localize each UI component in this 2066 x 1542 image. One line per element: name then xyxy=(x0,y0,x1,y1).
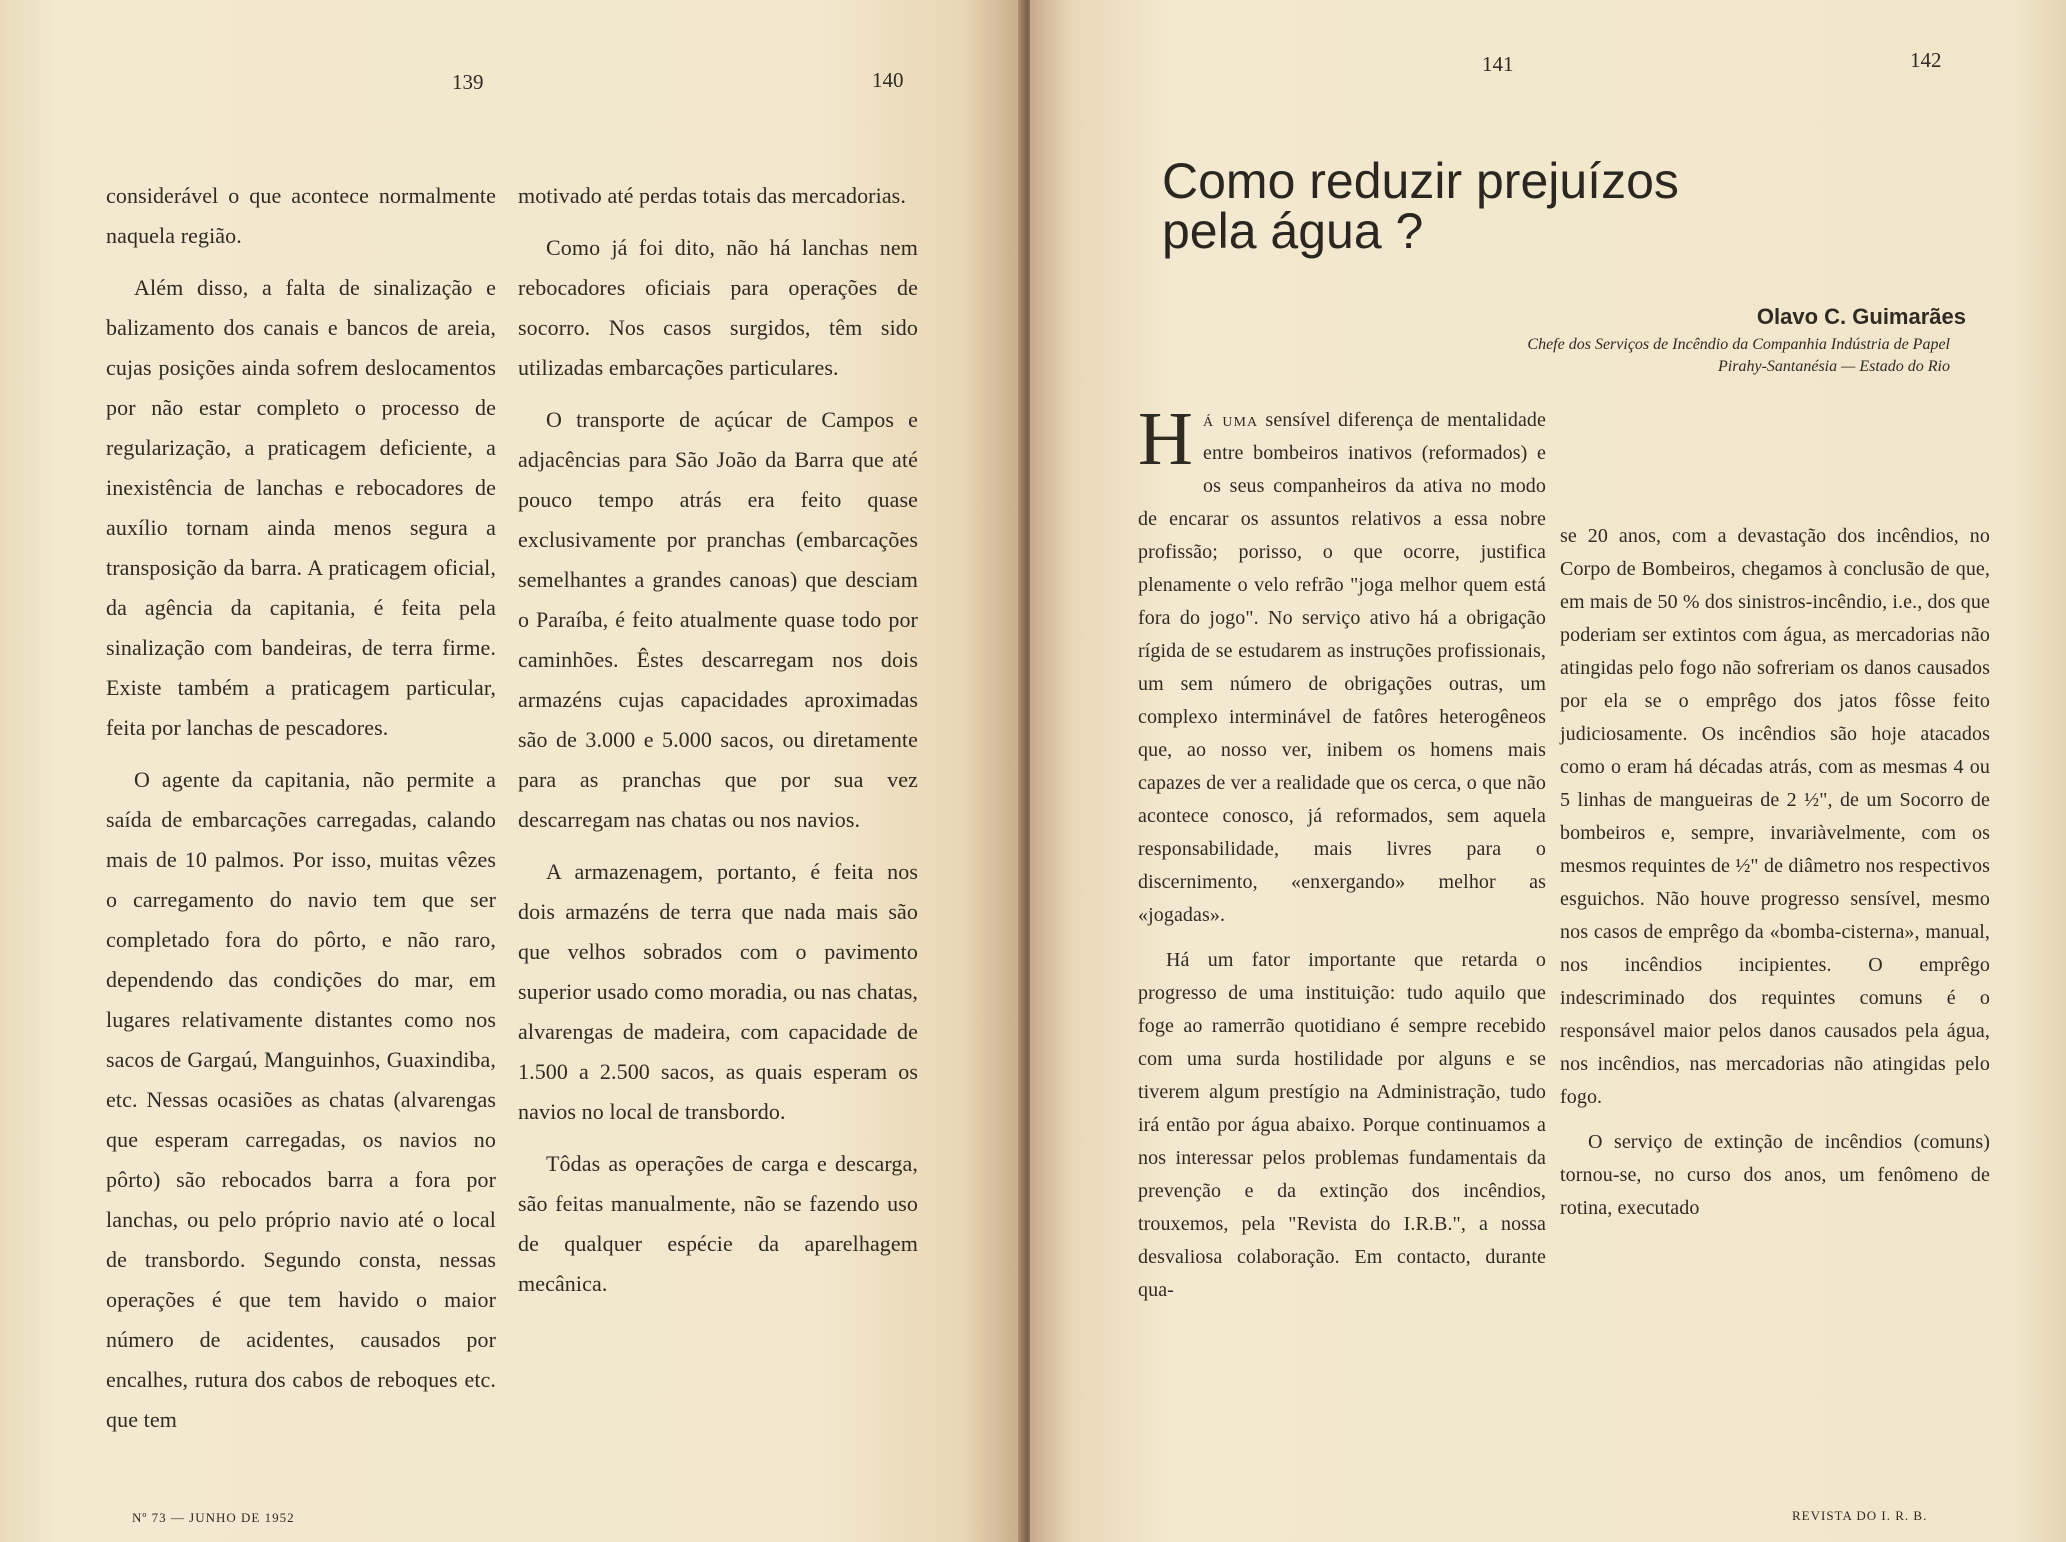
right-column-2 xyxy=(1560,520,1990,1225)
paragraph: O agente da capitania, não permite a saída de embarcações carregadas, calando mais de 10 palmos. Por isso, muitas vêzes o carregamento do navio tem que ser completado fora do pôrto, e não raro, dependendo das condições do mar, em lugares relativamente distantes como nos sacos de Gargaú, Manguinhos, Guaxindiba, etc. Nessas ocasiões as chatas (alvarengas que esperam carregadas, os navios no pôrto) são rebocados barra a fora por lanchas, ou pelo próprio navio até o local de transbordo. Segundo consta, nessas operações é que tem havido o maior número de acidentes, causados por encalhes, rutura dos cabos de reboques etc. que tem xyxy=(106,767,496,1432)
title-line-1: Como reduzir prejuízos xyxy=(1162,153,1679,209)
paragraph: Tôdas as operações de carga e descarga, são feitas manualmente, não se fazendo uso de qualquer espécie da aparelhagem mecânica. xyxy=(518,1151,918,1296)
article-title xyxy=(1162,153,1782,259)
author-affiliation: Chefe dos Serviços de Incêndio da Companhia Indústria de Papel Pirahy-Santanésia — Estado do Rio xyxy=(1527,336,1950,375)
paragraph: O serviço de extinção de incêndios (comuns) tornou-se, no curso dos anos, um fenômeno de rotina, executado xyxy=(1560,1131,1990,1219)
paragraph: Há um fator importante que retarda o progresso de uma instituição: tudo aquilo que foge ao ramerrão quotidiano é sempre recebido com uma surda hostilidade por alguns e se tiverem algum prestígio na Administração, tudo irá então por água abaixo. Porque continuamos a nos interessar pelos problemas fundamentais da prevenção e da extinção dos incêndios, trouxemos, pela "Revista do I.R.B.", a nossa desvaliosa colaboração. Em contacto, durante qua- xyxy=(1138,949,1546,1301)
paragraph: Como já foi dito, não há lanchas nem rebocadores oficiais para operações de socorro. Nos casos surgidos, têm sido utilizadas embarcações particulares. xyxy=(518,235,918,380)
paragraph: se 20 anos, com a devastação dos incêndios, no Corpo de Bombeiros, chegamos à conclusão de que, em mais de 50 % dos sinistros-incêndio, i.e., dos que poderiam ser extintos com água, as mercadorias não atingidas pelo fogo não sofreriam os danos causados por ela se o emprêgo dos jatos fôsse feito judiciosamente. Os incêndios são hoje atacados como o eram há décadas atrás, com as mesmas 4 ou 5 linhas de mangueiras de 2 ½", de um Socorro de bombeiros e, sempre, invariàvelmente, com os mesmos requintes de ½" de diâmetro nos respectivos esguichos. Não houve progresso sensível, mesmo nos casos de emprêgo da «bomba-cisterna», manual, nos incêndios incipientes. O emprêgo indescriminado dos requintes comuns é o responsável maior pelos danos causados pela água, nos incêndios, nas mercadorias não atingidas pelo fogo. xyxy=(1560,525,1990,1108)
left-column-2 xyxy=(518,176,918,1304)
paragraph: considerável o que acontece normalmente naquela região. xyxy=(106,183,496,248)
lead-smallcaps: á uma xyxy=(1203,409,1259,431)
page-number-140: 140 xyxy=(872,68,904,92)
footer-issue: Nº 73 — JUNHO DE 1952 xyxy=(132,1510,295,1525)
footer-journal: REVISTA DO I. R. B. xyxy=(1792,1508,1928,1523)
lead-text: sensível diferença de mentalidade entre bombeiros inativos (reformados) e os seus companheiros da ativa no modo de encarar os assuntos relativos a essa nobre profissão; porisso, o que ocorre, justifica plenamente o velo refrão "joga melhor quem está fora do jogo". No serviço ativo há a obrigação rígida de se estudarem as instruções profissionais, um sem número de obrigações outras, um complexo interminável de fatôres heterogêneos que, ao nosso ver, inibem os homens mais capazes de ver a realidade que os cerca, o que não acontece conosco, já reformados, sem aquela responsabilidade, mais livres para o discernimento, «enxergando» melhor as «jogadas». xyxy=(1138,409,1546,926)
page-number-139: 139 xyxy=(452,70,484,94)
lead-paragraph xyxy=(1138,397,1546,932)
paragraph: Além disso, a falta de sinalização e balizamento dos canais e bancos de areia, cujas posições ainda sofrem deslocamentos por não estar completo o processo de regularização, a praticagem deficiente, a inexistência de lanchas e rebocadores de auxílio tornam ainda menos segura a transposição da barra. A praticagem oficial, da agência da capitania, é feita pela sinalização com bandeiras, de terra firme. Existe também a praticagem particular, feita por lanchas de pescadores. xyxy=(106,275,496,740)
left-column-1 xyxy=(106,176,496,1440)
left-page xyxy=(0,0,1024,1542)
page-number-142: 142 xyxy=(1910,48,1942,72)
paragraph: motivado até perdas totais das mercadorias. xyxy=(518,183,906,208)
paragraph: A armazenagem, portanto, é feita nos dois armazéns de terra que nada mais são que velhos sobrados com o pavimento superior usado como moradia, ou nas chatas, alvarengas de madeira, com capacidade de 1.500 a 2.500 sacos, as quais esperam os navios no local de transbordo. xyxy=(518,859,918,1124)
author-name: Olavo C. Guimarães xyxy=(1756,304,1966,329)
page-number-141: 141 xyxy=(1482,52,1514,76)
drop-cap: H xyxy=(1138,397,1193,481)
title-line-2: pela água ? xyxy=(1162,203,1424,259)
paragraph: O transporte de açúcar de Campos e adjacências para São João da Barra que até pouco tempo atrás era feito quase exclusivamente por pranchas (embarcações semelhantes a grandes canoas) que desciam o Paraíba, é feito atualmente quase todo por caminhões. Êstes descarregam nos dois armazéns cujas capacidades aproximadas são de 3.000 e 5.000 sacos, ou diretamente para as pranchas que por sua vez descarregam nas chatas ou nos navios. xyxy=(518,407,918,832)
right-column-1 xyxy=(1138,397,1546,1307)
right-page xyxy=(1030,0,2066,1542)
